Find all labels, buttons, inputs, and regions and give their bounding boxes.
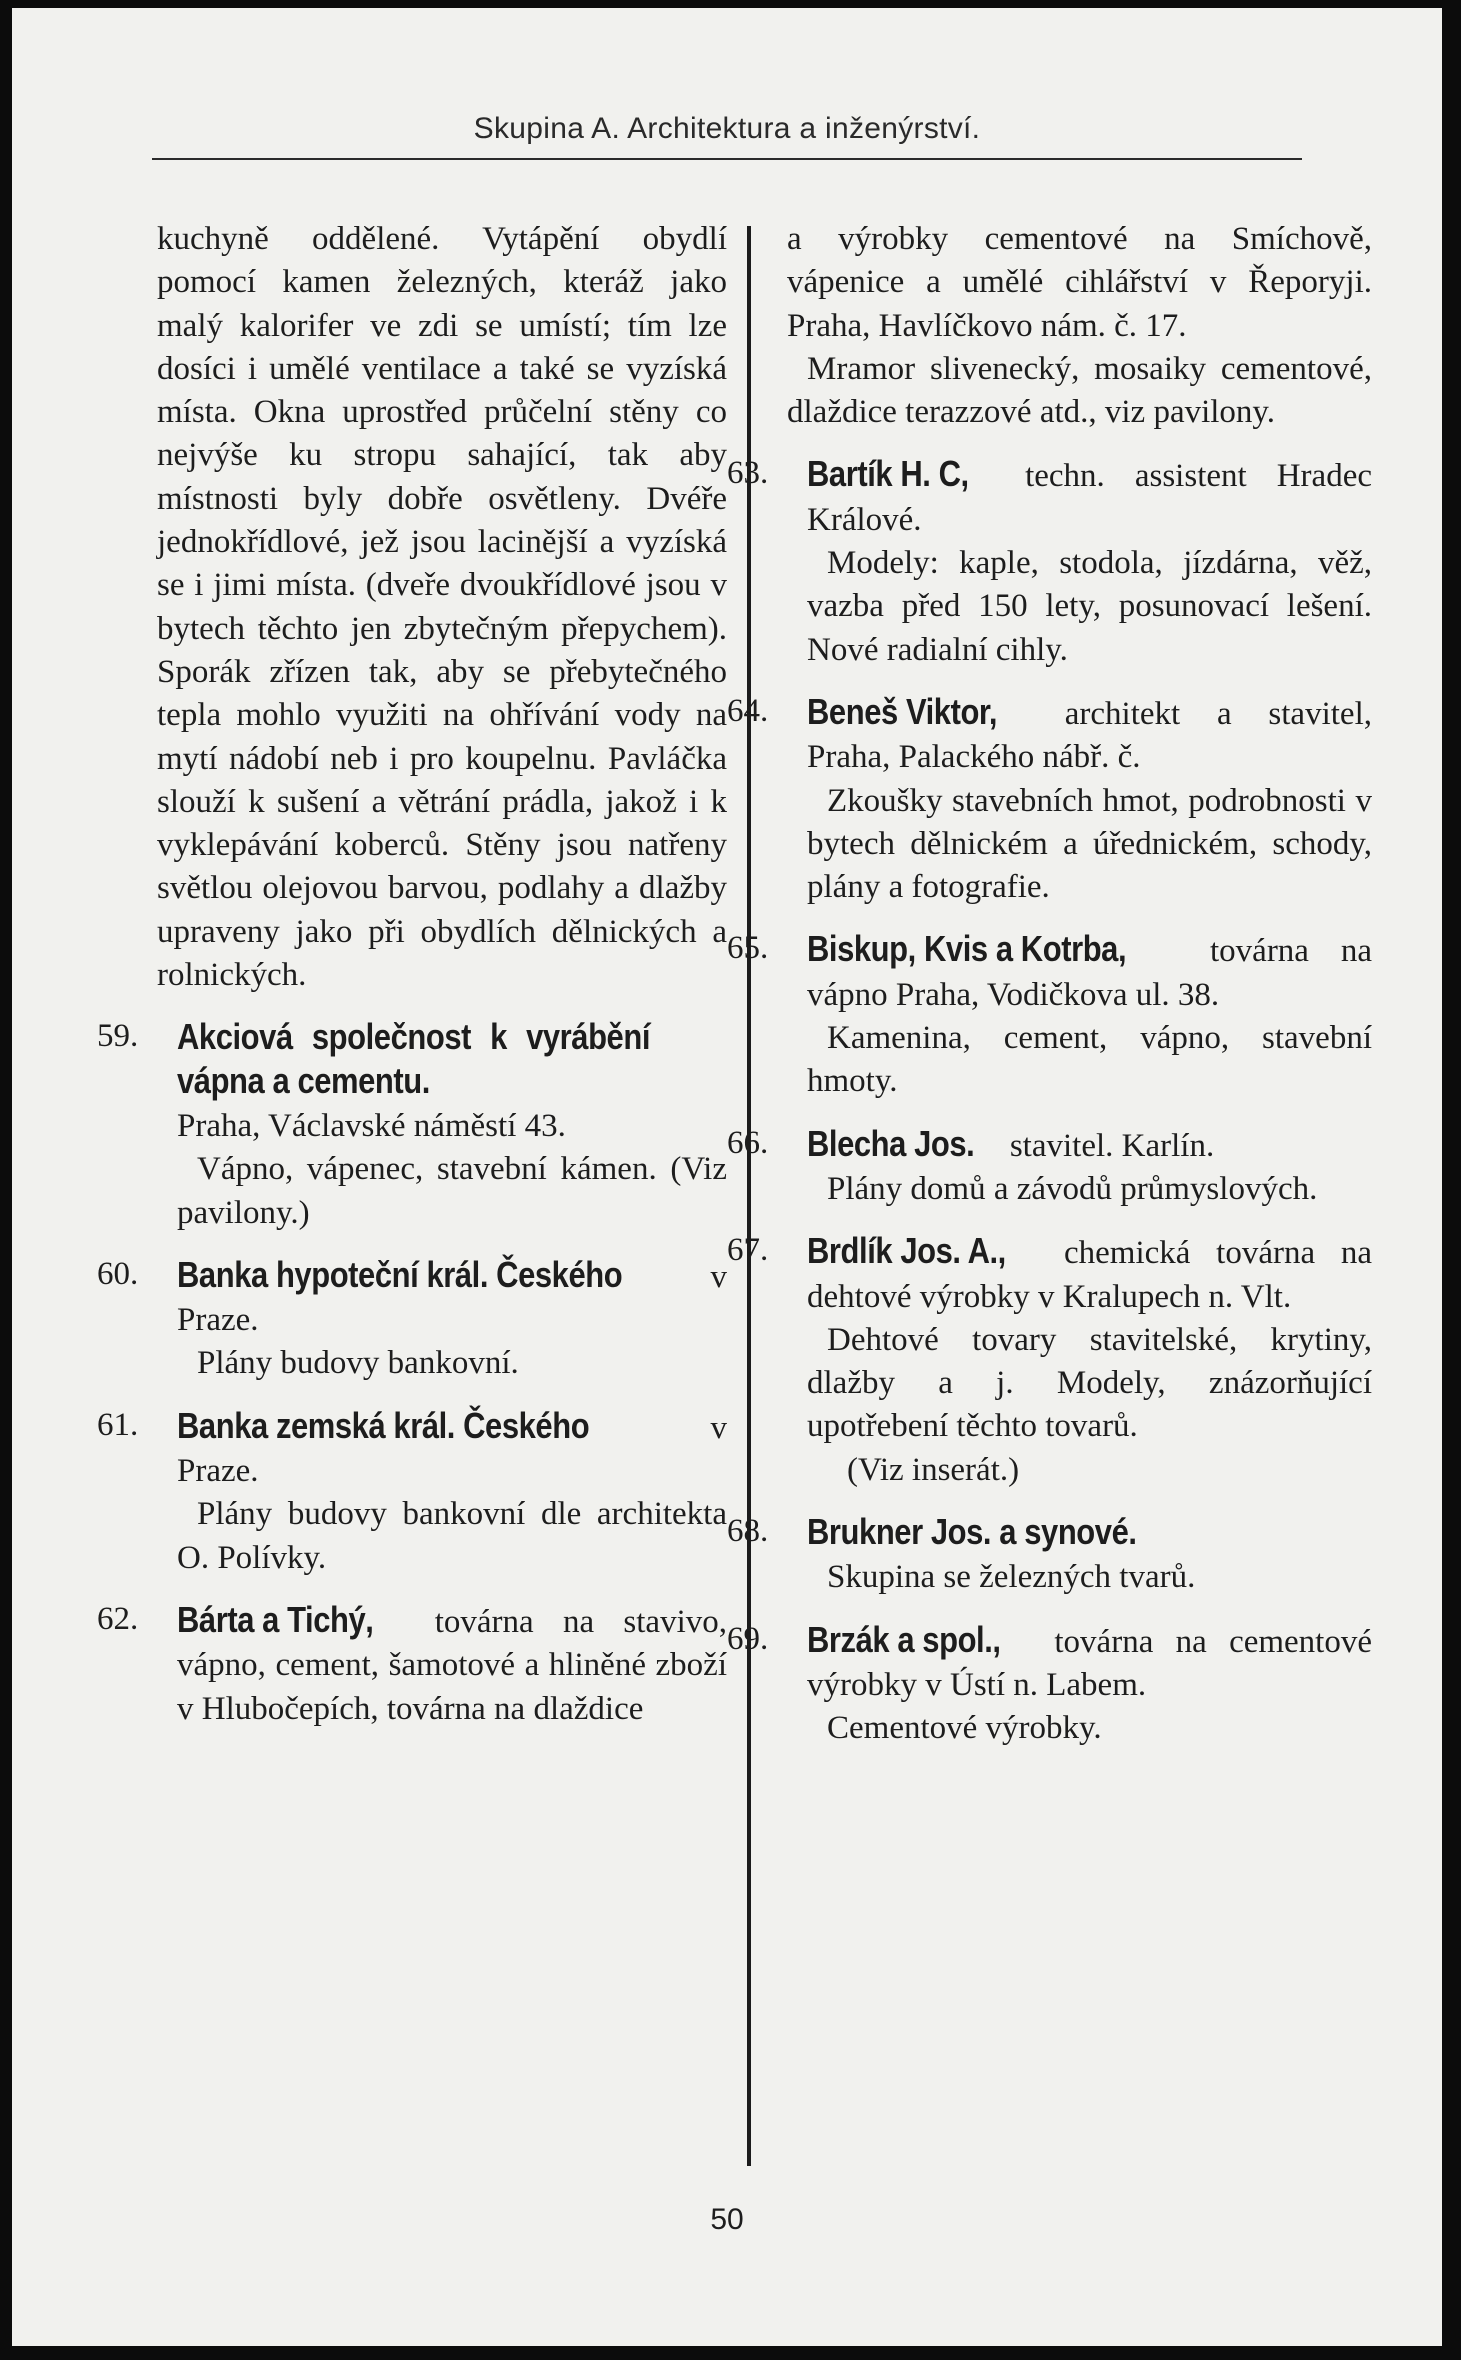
entry-number: 68. xyxy=(727,1513,769,1550)
entry-number: 66. xyxy=(727,1124,769,1161)
continued-description: Mramor slivenecký, mosaiky cementové, dlaždice terazzové atd., viz pavilony. xyxy=(787,350,1372,431)
entry-description: Skupina se železných tvarů. xyxy=(827,1559,1196,1596)
entry-description: Cementové výrobky. xyxy=(827,1710,1102,1747)
entry-name: Banka hypoteční král. Českého xyxy=(177,1253,623,1295)
entry-address: v Praze. xyxy=(177,1409,727,1490)
page xyxy=(12,8,1442,2346)
left-entries xyxy=(97,1015,727,1730)
entry-address: továrna na cementové výrobky v Ústí n. Labem. xyxy=(807,1623,1372,1703)
entry-67 xyxy=(727,1229,1372,1492)
entry-name: Biskup, Kvis a Kotrba, xyxy=(807,928,1127,970)
entry-68 xyxy=(727,1510,1372,1600)
entry-name: Brukner Jos. a synové. xyxy=(807,1511,1137,1553)
entry-number: 65. xyxy=(727,930,769,967)
entry-address: stavitel. Karlín. xyxy=(1001,1127,1215,1164)
entry-number: 59. xyxy=(97,1018,139,1055)
entry-number: 63. xyxy=(727,455,769,492)
running-header: Skupina A. Architektura a inženýrství. xyxy=(473,112,981,145)
entry-address: techn. assistent Hradec Králové. xyxy=(807,458,1372,538)
entry-description: Modely: kaple, stodola, jízdárna, věž, vazba před 150 lety, posunovací lešení. Nové radialní cihly. xyxy=(807,545,1372,668)
entry-69 xyxy=(727,1618,1372,1751)
entry-number: 64. xyxy=(727,692,769,729)
entry-description: Kamenina, cement, vápno, stavební hmoty. xyxy=(807,1020,1372,1100)
entry-address: chemická továrna na dehtové výrobky v Kralupech n. Vlt. xyxy=(807,1235,1372,1315)
entry-description: Plány budovy bankovní dle architekta O. Polívky. xyxy=(177,1496,727,1576)
entry-description: Plány budovy bankovní. xyxy=(197,1345,519,1382)
entry-62 xyxy=(97,1598,727,1731)
entry-note: (Viz inserát.) xyxy=(847,1451,1020,1488)
entry-61 xyxy=(97,1404,727,1580)
entry-name: Blecha Jos. xyxy=(807,1122,975,1164)
entry-address: továrna na stavivo, vápno, cement, šamotové a hliněné zboží v Hlubočepích, továrna na dlaždice xyxy=(177,1603,727,1727)
entry-address: továrna na vápno Praha, Vodičkova ul. 38. xyxy=(807,933,1372,1013)
entry-description: Vápno, vápenec, stavební kámen. (Viz pavilony.) xyxy=(177,1151,727,1231)
entry-number: 62. xyxy=(97,1600,139,1637)
entry-name: Beneš Viktor, xyxy=(807,690,998,732)
entry-address: v Praze. xyxy=(177,1258,727,1339)
header-rule xyxy=(152,158,1302,160)
entry-59 xyxy=(97,1015,727,1234)
entry-66 xyxy=(727,1122,1372,1212)
entry-description: Zkoušky stavebních hmot, podrobnosti v bytech dělnickém a úřednickém, schody, plány a fotografie. xyxy=(807,782,1372,906)
left-column xyxy=(97,218,727,1731)
entry-name: Brdlík Jos. A., xyxy=(807,1230,1006,1272)
entry-name: Banka zemská král. Českého xyxy=(177,1404,590,1446)
entry-name: Bárta a Tichý, xyxy=(177,1598,374,1640)
entry-description: Dehtové tovary stavitelské, krytiny, dlažby a j. Modely, znázorňující upotřebení těchto tovarů. xyxy=(807,1321,1372,1445)
entry-description: Plány domů a závodů průmyslových. xyxy=(827,1170,1318,1207)
entry-65 xyxy=(727,927,1372,1103)
entry-number: 60. xyxy=(97,1255,139,1292)
entry-number: 67. xyxy=(727,1232,769,1269)
entry-number: 69. xyxy=(727,1620,769,1657)
intro-paragraph: kuchyně oddělené. Vytápění obydlí pomocí kamen železných, kteráž jako malý kalorifer ve zdi se umístí; tím lze dosíci i umělé ventilace a také se vyzíská místa. Okna uprostřed průčelní stěny co nejvýše ku stropu sahající, tak aby místnosti byly dobře osvětleny. Dvéře jednokřídlové, jež jsou lacinější a vyzíská se i jimi místa. (dveře dvoukřídlové jsou v bytech těchto jen zbytečným přepychem). Sporák zřízen tak, aby se přebytečného tepla mohlo využiti na ohřívání vody na mytí nádobí neb i pro koupelnu. Pavláčka slouží k sušení a větrání prádla, jakož i k vyklepávání koberců. Stěny jsou natřeny světlou olejovou barvou, podlahy a dlažby upraveny jako při obydlích dělnických a rolnických. xyxy=(157,221,727,994)
entry-name: Akciová společnost k vyrábění vápna a cementu. xyxy=(177,1016,650,1101)
entry-64 xyxy=(727,690,1372,909)
entry-number: 61. xyxy=(97,1406,139,1443)
entry-address: Praha, Václavské náměstí 43. xyxy=(177,1107,566,1144)
entry-address: architekt a stavitel, Praha, Palackého nábř. č. xyxy=(807,695,1372,776)
entry-name: Brzák a spol., xyxy=(807,1618,1001,1660)
page-number: 50 xyxy=(710,2203,744,2236)
entry-63 xyxy=(727,452,1372,671)
entry-name: Bartík H. C, xyxy=(807,453,969,495)
right-column xyxy=(727,218,1372,1751)
entry-60 xyxy=(97,1253,727,1386)
right-entries xyxy=(727,452,1372,1750)
continued-paragraph: a výrobky cementové na Smíchově, vápenice a umělé cihlářství v Řeporyji. Praha, Havlíčkovo nám. č. 17. xyxy=(787,221,1372,344)
